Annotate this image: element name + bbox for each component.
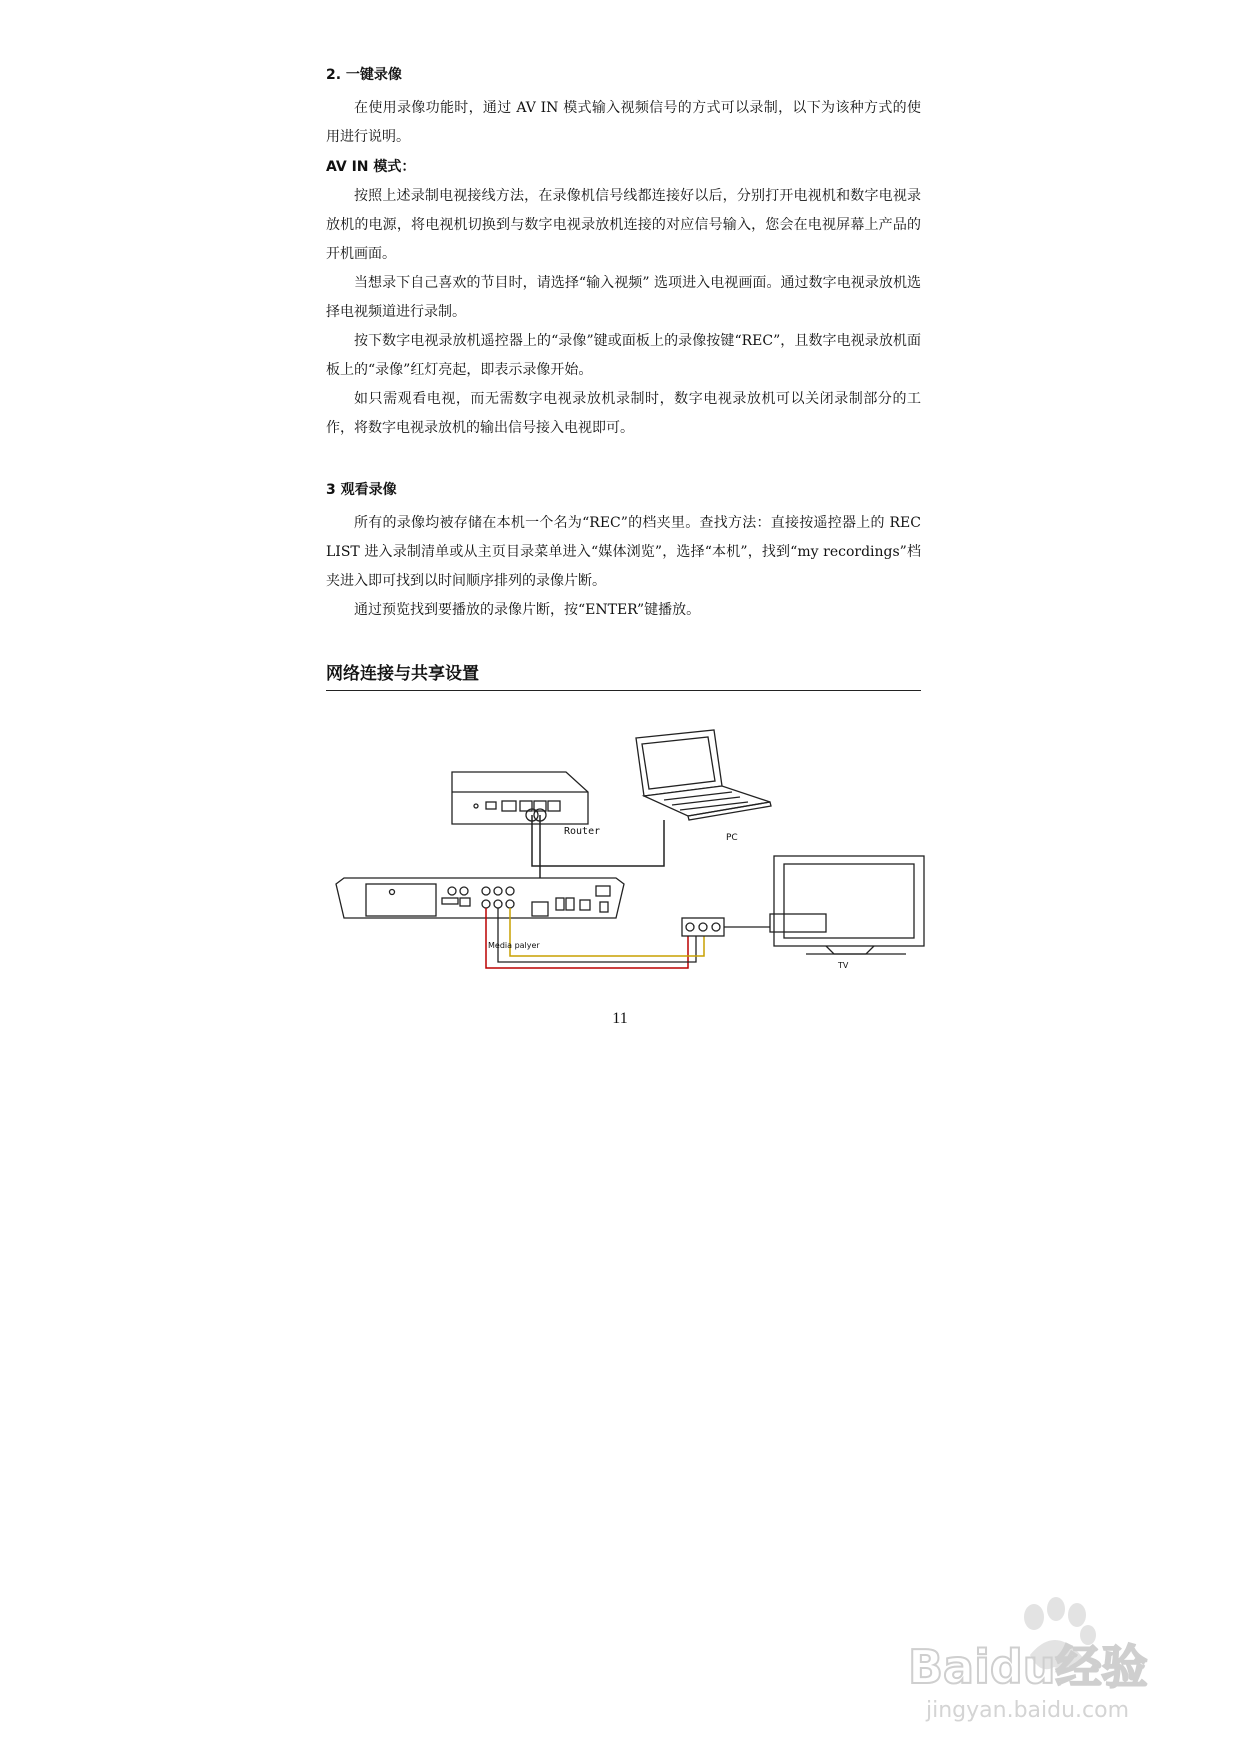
paragraph: 通过预览找到要播放的录像片断，按“ENTER”键播放。 bbox=[354, 602, 701, 618]
pc-laptop bbox=[636, 730, 771, 820]
pc-label: PC bbox=[726, 833, 738, 843]
paragraph-intro: 在使用录像功能时，通过 AV IN 模式输入视频信号的方式可以录制，以下为该种方式的使用进行说明。 bbox=[326, 100, 921, 145]
media-player-label: Media palyer bbox=[488, 941, 540, 950]
paragraph: 按照上述录制电视接线方法，在录像机信号线都连接好以后，分别打开电视机和数字电视录放机的电源，将电视机切换到与数字电视录放机连接的对应信号输入，您会在电视屏幕上产品的开机画面。 bbox=[326, 188, 921, 262]
tv-device bbox=[770, 856, 924, 954]
section-heading-view-recordings: 3 观看录像 bbox=[326, 482, 397, 498]
paragraph: 如只需观看电视，而无需数字电视录放机录制时，数字电视录放机可以关闭录制部分的工作，将数字电视录放机的输出信号接入电视即可。 bbox=[326, 391, 921, 436]
document-page bbox=[326, 56, 921, 691]
subheading-av-in-mode: AV IN 模式： bbox=[326, 159, 416, 175]
watermark-url: jingyan.baidu.com bbox=[926, 1698, 1130, 1723]
section-heading-one-key-record: 2. 一键录像 bbox=[326, 67, 402, 83]
connection-diagram bbox=[326, 716, 926, 996]
router-device bbox=[452, 772, 588, 824]
tv-label: TV bbox=[838, 961, 849, 970]
router-label: Router bbox=[564, 826, 601, 837]
tv-av-input bbox=[682, 918, 770, 936]
page-number: 11 bbox=[612, 1010, 628, 1027]
watermark-brand: Baidu经验 bbox=[908, 1640, 1148, 1694]
baidu-jingyan-watermark bbox=[880, 1565, 1180, 1735]
section-title-network: 网络连接与共享设置 bbox=[326, 659, 921, 691]
paragraph: 按下数字电视录放机遥控器上的“录像”键或面板上的录像按键“REC”，且数字电视录放机面板上的“录像”红灯亮起，即表示录像开始。 bbox=[326, 333, 921, 378]
paragraph: 所有的录像均被存储在本机一个名为“REC”的档夹里。查找方法：直接按遥控器上的 REC LIST 进入录制清单或从主页目录菜单进入“媒体浏览”，选择“本机”，找到“my recordings”档夹进入即可找到以时间顺序排列的录像片断。 bbox=[326, 515, 921, 589]
paragraph: 当想录下自己喜欢的节目时，请选择“输入视频” 选项进入电视画面。通过数字电视录放机选择电视频道进行录制。 bbox=[326, 275, 921, 320]
media-player-device bbox=[336, 878, 624, 918]
